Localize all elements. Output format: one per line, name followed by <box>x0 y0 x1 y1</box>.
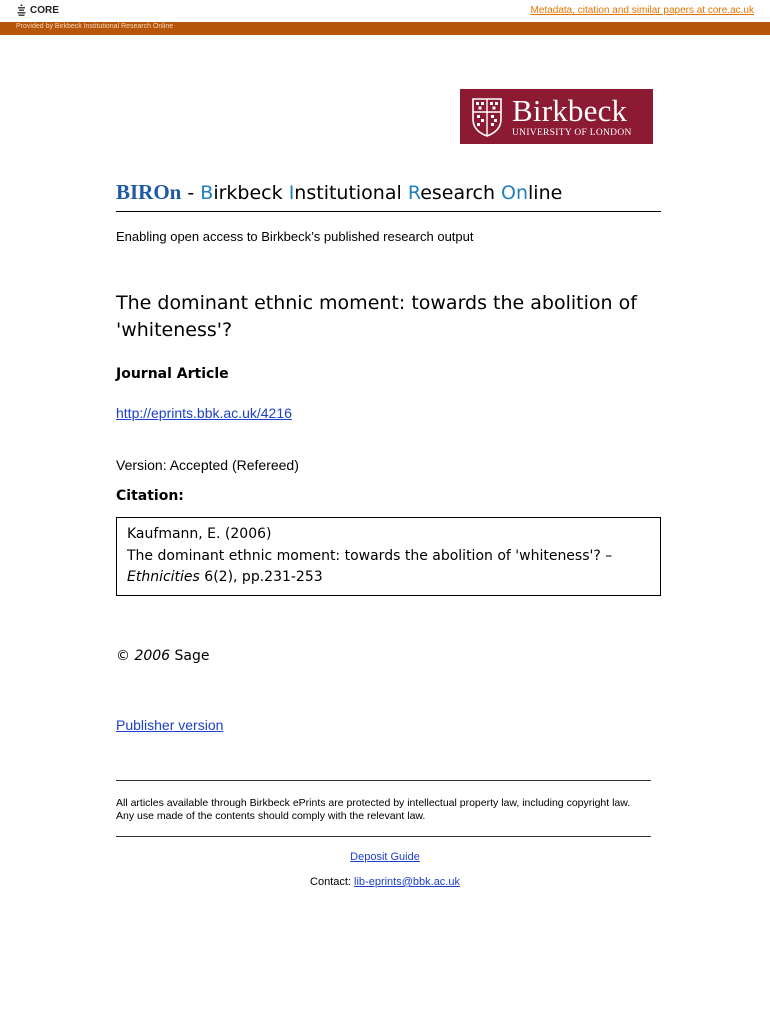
citation-source <box>127 569 323 585</box>
citation-box <box>116 517 661 596</box>
title-divider <box>116 211 661 212</box>
citation-volume-pages: 6(2), pp.231-253 <box>199 569 323 585</box>
title-initial-i: I <box>288 182 295 204</box>
title-part-birkbeck: irkbeck <box>213 182 289 204</box>
title-initial-r: R <box>407 182 421 204</box>
title-initial-b: B <box>200 182 214 204</box>
ip-notice: All articles available through Birkbeck ePrints are protected by intellectual property law, including copyright law. Any use made of the contents should comply with the relevant law. <box>116 797 631 822</box>
copyright-holder: Sage <box>170 648 210 664</box>
provided-by-bar <box>0 22 770 35</box>
copyright-year: © 2006 <box>116 648 171 664</box>
core-logo[interactable] <box>16 3 59 17</box>
title-part-line: line <box>528 182 563 204</box>
contact-row <box>0 876 770 888</box>
contact-label: Contact: <box>310 876 355 888</box>
copyright-statement <box>116 648 210 664</box>
repository-title <box>116 180 562 205</box>
footer-divider-top <box>116 780 651 781</box>
citation-label: Citation: <box>116 488 184 504</box>
deposit-guide-row <box>0 851 770 863</box>
logo-name: Birkbeck <box>512 92 628 128</box>
logo-subtitle: UNIVERSITY OF LONDON <box>512 127 632 138</box>
title-initial-on: On <box>501 182 529 204</box>
article-title: The dominant ethnic moment: towards the abolition of 'whiteness'? <box>116 292 637 341</box>
article-type: Journal Article <box>116 366 229 382</box>
title-part-research: esearch <box>420 182 502 204</box>
deposit-guide-link[interactable]: Deposit Guide <box>350 851 420 863</box>
citation-journal: Ethnicities <box>127 569 200 585</box>
eprint-url-link[interactable]: http://eprints.bbk.ac.uk/4216 <box>116 405 292 421</box>
article-version: Version: Accepted (Refereed) <box>116 457 299 473</box>
birkbeck-logo[interactable] <box>460 89 653 144</box>
tagline: Enabling open access to Birkbeck’s published research output <box>116 229 474 244</box>
publisher-version-link[interactable]: Publisher version <box>116 717 224 733</box>
provided-by-text: Provided by Birkbeck Institutional Research Online <box>16 23 174 30</box>
birkbeck-crest-icon <box>470 97 504 137</box>
footer-divider-bottom <box>116 836 651 837</box>
contact-email-link[interactable]: lib-eprints@bbk.ac.uk <box>354 876 460 888</box>
core-metadata-link[interactable]: Metadata, citation and similar papers at core.ac.uk <box>530 5 754 16</box>
citation-title: The dominant ethnic moment: towards the abolition of 'whiteness'? – <box>127 548 613 564</box>
core-header <box>0 0 770 22</box>
core-logo-icon <box>16 3 27 17</box>
biron-brand: BIROn <box>116 180 182 204</box>
title-part-institutional: nstitutional <box>294 182 408 204</box>
title-separator: - <box>181 182 201 204</box>
citation-authors-year: Kaufmann, E. (2006) <box>127 526 272 542</box>
core-logo-text: CORE <box>30 4 59 16</box>
